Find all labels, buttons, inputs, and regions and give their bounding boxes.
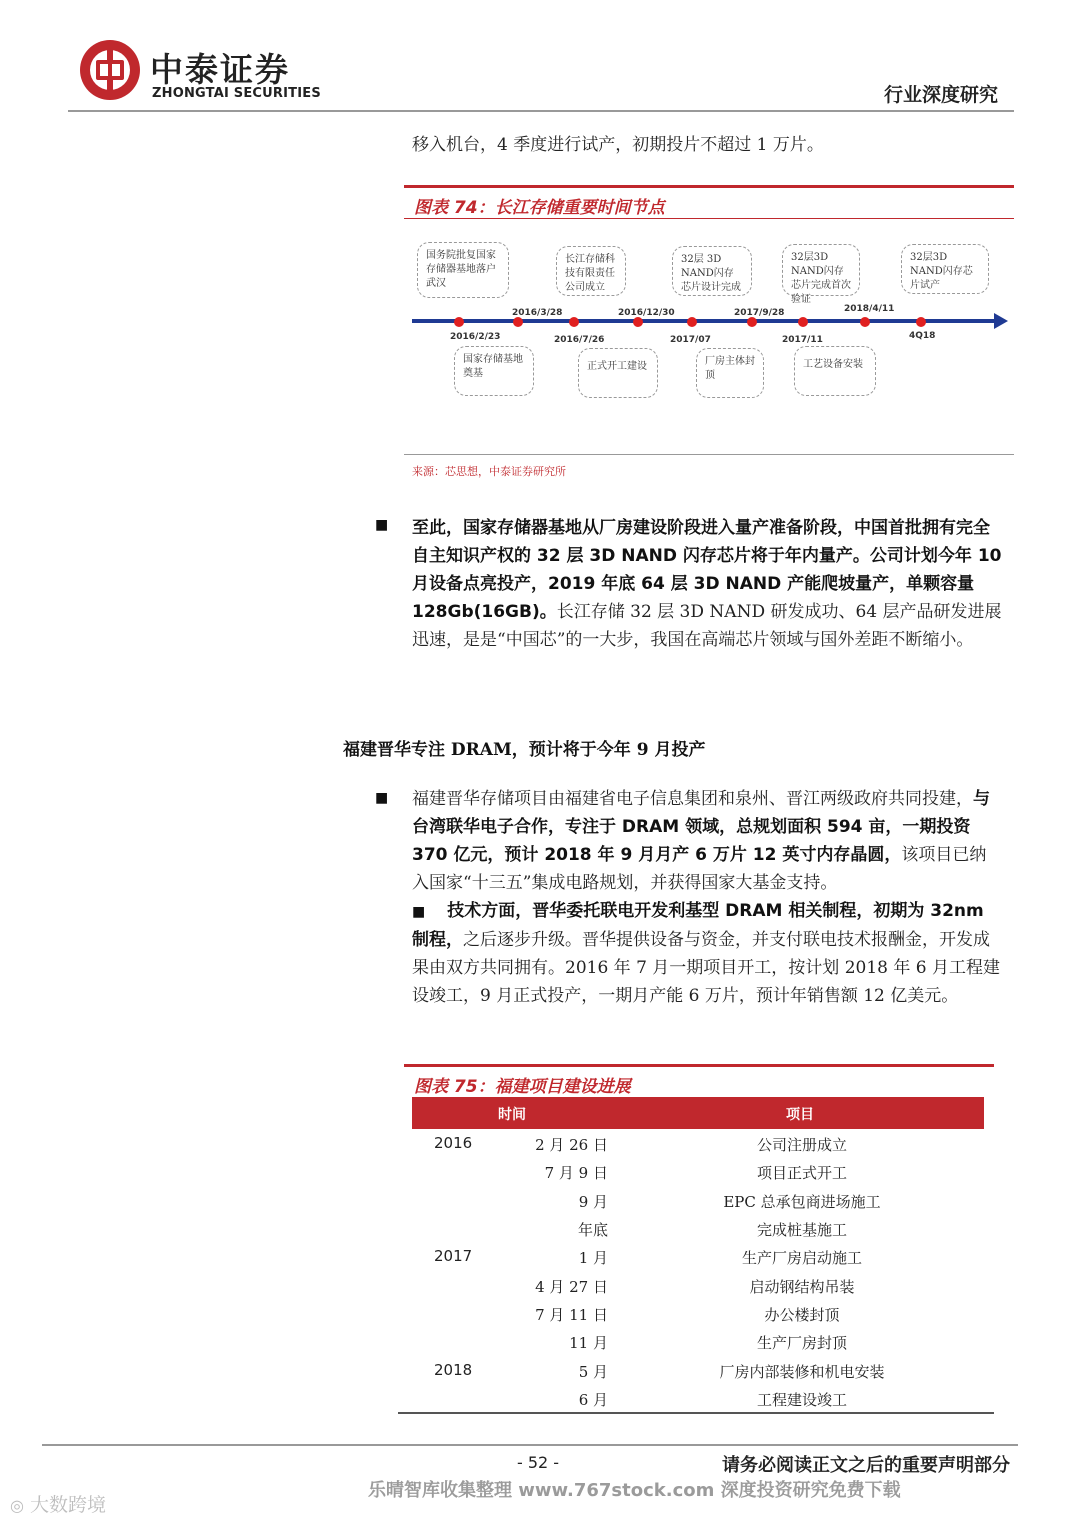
- figure75-title: 图表 75：福建项目建设进展: [414, 1077, 631, 1097]
- paragraph-ymtc-progress: [412, 514, 1002, 654]
- timeline-date: 2017/9/28: [734, 308, 785, 318]
- timeline-date: 2016/2/23: [450, 332, 501, 342]
- table-row: [412, 1299, 984, 1327]
- paragraph-bold-text: 与台湾联华电子合作，专注于 DRAM 领域，总规划面积 594 亩，一期投资 370 亿元，预计 2018 年 9 月月产 6 万片 12 英寸内存晶圆，: [412, 789, 990, 865]
- column-header-time: 时间: [498, 1107, 526, 1123]
- watermark-text: 乐晴智库收集整理 www.767stock.com 深度投资研究免费下载: [368, 1480, 901, 1501]
- cell-date: 年底: [577, 1221, 608, 1239]
- timeline-event-box: 正式开工建设: [578, 348, 658, 398]
- cell-year: 2016: [434, 1134, 473, 1152]
- paragraph-bold-text: 技术方面，晋华委托联电开发利基型 DRAM 相关制程，初期为 32nm 制程，: [412, 901, 984, 950]
- figure74-top-rule: [404, 185, 1014, 188]
- paragraph-text: 之后逐步升级。晋华提供设备与资金，并支付联电技术报酬金，开发成果由双方共同拥有。2016 年 7 月一期项目开工，按计划 2018 年 6 月工程建设竣工，9 月正式投产，一期月产能 6 万片，预计年销售额 12 亿美元。: [412, 930, 1000, 1006]
- figure75-bottom-rule: [398, 1412, 994, 1414]
- timeline-date: 2017/11: [782, 335, 823, 345]
- paragraph-bold-text: 至此，国家存储器基地从厂房建设阶段进入量产准备阶段，中国首批拥有完全自主知识产权的 32 层 3D NAND 闪存芯片将于年内量产。公司计划今年 10 月设备点亮投产，2019 年底 64 层 3D NAND 产能爬坡量产，单颗容量 128Gb(16GB)。: [412, 518, 1002, 622]
- table-row: [412, 1242, 984, 1270]
- cell-date: 1 月: [578, 1249, 608, 1267]
- cell-item: 办公楼封顶: [764, 1306, 840, 1324]
- paragraph-jhicc-intro: [412, 785, 1002, 897]
- cell-item: 项目正式开工: [756, 1164, 847, 1182]
- table-row: [412, 1214, 984, 1242]
- timeline-date: 2017/07: [670, 335, 711, 345]
- timeline-event-box: 32层 3D NAND闪存芯片设计完成: [672, 246, 752, 296]
- bullet-square-icon: ■: [375, 517, 389, 533]
- cell-item: 启动钢结构吊装: [749, 1278, 855, 1296]
- timeline-event-box: 国务院批复国家存储器基地落户武汉: [417, 242, 509, 298]
- timeline-dot: [569, 317, 579, 327]
- paragraph-text: 长江存储 32 层 3D NAND 研发成功、64 层产品研发进展迅速，是是“中国芯”的一大步，我国在高端芯片领域与国外差距不断缩小。: [412, 602, 1002, 650]
- table-header: [412, 1097, 984, 1129]
- timeline-dot: [747, 317, 757, 327]
- paragraph-jhicc-tech: [412, 897, 1002, 1010]
- table-row: [412, 1186, 984, 1214]
- cell-date: 4 月 27 日: [535, 1278, 608, 1296]
- timeline-dot: [513, 317, 523, 327]
- cell-item: 完成桩基施工: [756, 1221, 847, 1239]
- intro-line: 移入机台，4 季度进行试产，初期投片不超过 1 万片。: [412, 135, 824, 155]
- page-number: - 52 -: [517, 1453, 560, 1472]
- header-divider: [68, 110, 1014, 112]
- report-type-label: 行业深度研究: [883, 84, 998, 106]
- cell-year: 2017: [434, 1247, 473, 1265]
- cell-date: 11 月: [569, 1334, 608, 1352]
- cell-year: 2018: [434, 1361, 473, 1379]
- cell-item: EPC 总承包商进场施工: [723, 1193, 881, 1211]
- timeline-dot: [633, 317, 643, 327]
- timeline-dot: [687, 317, 697, 327]
- figure74-bottom-rule: [404, 454, 1014, 455]
- timeline-dot: [860, 317, 870, 327]
- section-heading: 福建晋华专注 DRAM，预计将于今年 9 月投产: [343, 740, 706, 760]
- timeline-date: 2016/12/30: [618, 308, 675, 318]
- table-row: [412, 1271, 984, 1299]
- figure74-source: 来源：芯思想，中泰证券研究所: [412, 465, 566, 478]
- timeline-date: 4Q18: [909, 331, 936, 341]
- bullet-square-icon: ■: [412, 904, 426, 920]
- timeline-dot: [916, 317, 926, 327]
- cell-item: 厂房内部装修和机电安装: [719, 1363, 885, 1381]
- logo-wordmark-en: ZHONGTAI SECURITIES: [152, 86, 321, 101]
- timeline-date: 2016/3/28: [512, 308, 563, 318]
- table-row: [412, 1356, 984, 1384]
- figure74-title: 图表 74：长江存储重要时间节点: [414, 198, 665, 218]
- timeline-dot: [454, 317, 464, 327]
- cell-item: 工程建设竣工: [756, 1391, 847, 1409]
- table-row: [412, 1157, 984, 1185]
- watermark-brand-text: 大数跨境: [29, 1494, 106, 1516]
- progress-table-body: [412, 1129, 984, 1413]
- company-logo-icon: [78, 38, 142, 102]
- timeline-event-box: 厂房主体封顶: [696, 348, 764, 398]
- cell-item: 生产厂房封顶: [756, 1334, 847, 1352]
- paragraph-text: 福建晋华存储项目由福建省电子信息集团和泉州、晋江两级政府共同投建，: [412, 789, 973, 809]
- figure75-top-rule: [404, 1064, 994, 1067]
- cell-date: 6 月: [578, 1391, 608, 1409]
- cell-item: 公司注册成立: [756, 1136, 847, 1154]
- cell-item: 生产厂房启动施工: [741, 1249, 862, 1267]
- cell-date: 9 月: [578, 1193, 608, 1211]
- cell-date: 7 月 11 日: [535, 1306, 608, 1324]
- figure74-title-rule: [404, 218, 1014, 219]
- cell-date: 7 月 9 日: [544, 1164, 608, 1182]
- paragraph-text: 该项目已纳入国家“十三五”集成电路规划，并获得国家大基金支持。: [412, 845, 987, 893]
- cell-date: 2 月 26 日: [535, 1136, 608, 1154]
- timeline-event-box: 国家存储基地奠基: [454, 346, 534, 396]
- timeline-date: 2018/4/11: [844, 304, 895, 314]
- timeline-dot: [798, 317, 808, 327]
- timeline-event-box: 长江存储科技有限责任公司成立: [556, 246, 626, 296]
- weibo-icon: ◎: [10, 1496, 24, 1515]
- logo-wordmark-cn: 中泰证券: [150, 50, 290, 89]
- timeline-event-box: 32层3D NAND闪存芯片完成首次验证: [782, 244, 860, 296]
- table-row: [412, 1327, 984, 1355]
- disclaimer-note: 请务必阅读正文之后的重要声明部分: [722, 1455, 1010, 1476]
- table-row: [412, 1129, 984, 1157]
- timeline-event-box: 32层3D NAND闪存芯片试产: [901, 244, 989, 294]
- cell-date: 5 月: [578, 1363, 608, 1381]
- column-header-item: 项目: [786, 1107, 814, 1123]
- bullet-square-icon: ■: [375, 790, 389, 806]
- timeline-date: 2016/7/26: [554, 335, 605, 345]
- figure74-timeline: [404, 228, 1014, 448]
- watermark-brand: [10, 1490, 106, 1517]
- table-row: [412, 1384, 984, 1412]
- footer-divider: [42, 1444, 1018, 1446]
- timeline-event-box: 工艺设备安装: [794, 346, 876, 396]
